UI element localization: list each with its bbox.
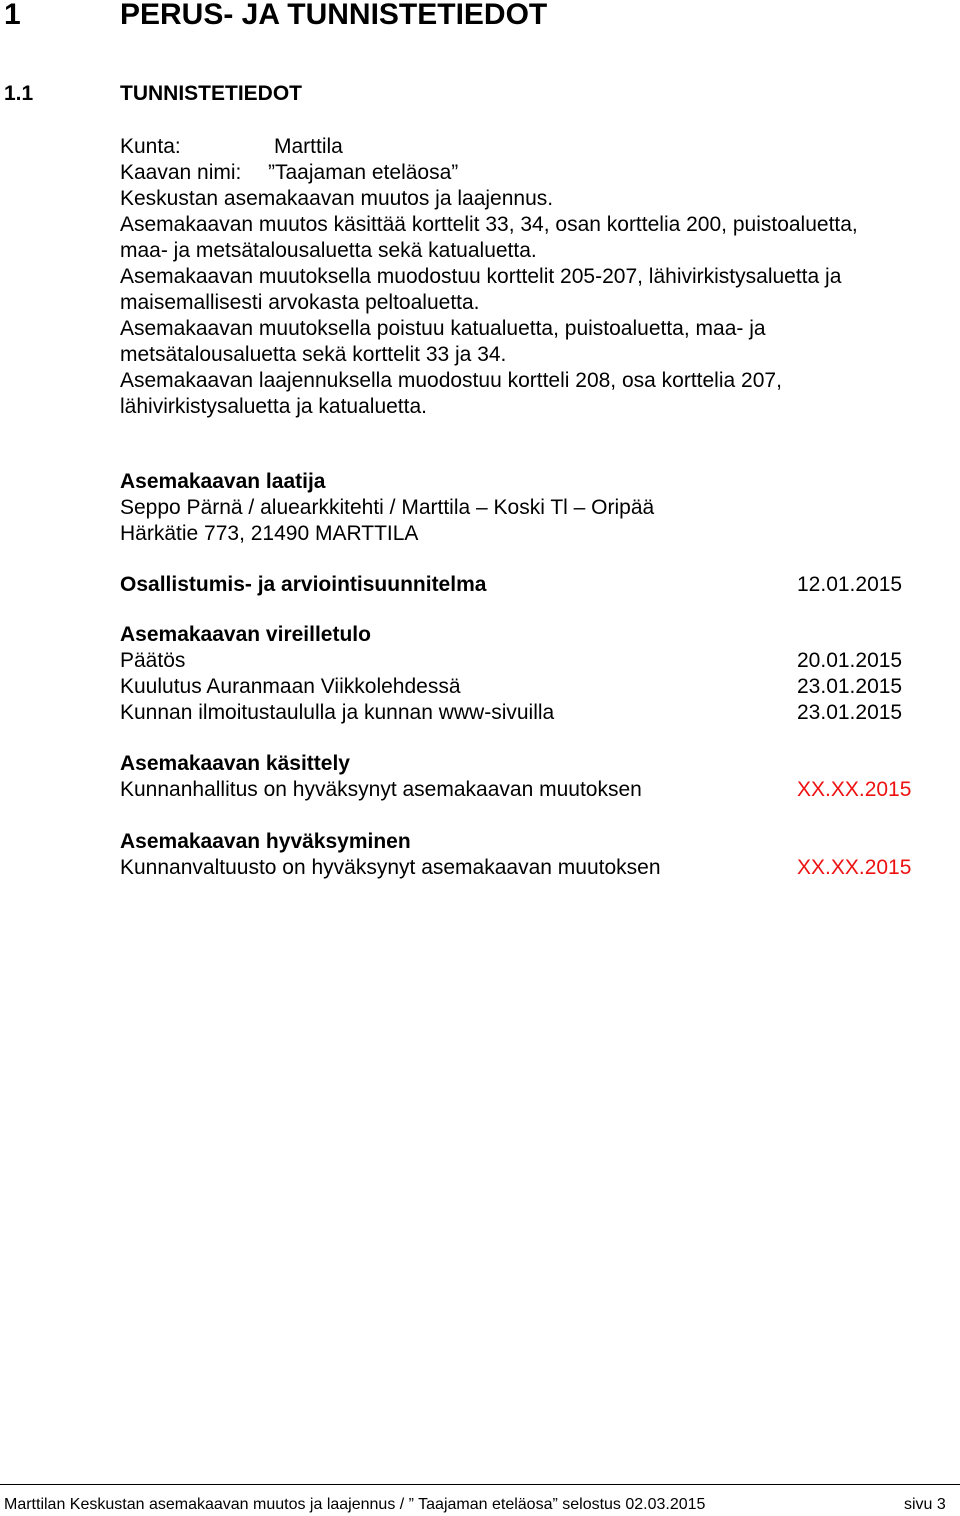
vireilletulo-row-label: Kunnan ilmoitustaululla ja kunnan www-sivuilla — [120, 701, 555, 724]
footer-divider — [0, 1484, 960, 1485]
description-line: maa- ja metsätalousaluetta sekä katualuetta. — [120, 239, 537, 262]
oas-date: 12.01.2015 — [797, 573, 903, 596]
description-line: Keskustan asemakaavan muutos ja laajennus. — [120, 187, 554, 210]
vireilletulo-row-label: Kuulutus Auranmaan Viikkolehdessä — [120, 675, 461, 698]
vireilletulo-row-label: Päätös — [120, 649, 186, 672]
description-line: maisemallisesti arvokasta peltoaluetta. — [120, 291, 480, 314]
oas-label: Osallistumis- ja arviointisuunnitelma — [120, 573, 487, 596]
laatija-title: Asemakaavan laatija — [120, 470, 326, 493]
footer-text: Marttilan Keskustan asemakaavan muutos ja laajennus / ” Taajaman eteläosa” selostus 02.03.2015 — [4, 1496, 706, 1513]
page-number: sivu 3 — [904, 1496, 946, 1513]
description-line: metsätalousaluetta sekä korttelit 33 ja 34. — [120, 343, 507, 366]
date-year: 2015 — [864, 778, 912, 801]
date-placeholder: XX.XX. — [797, 856, 865, 879]
heading2-title: TUNNISTETIEDOT — [120, 82, 302, 105]
hyvaksyminen-date — [797, 855, 911, 881]
description-line: lähivirkistysaluetta ja katualuetta. — [120, 395, 427, 418]
vireilletulo-row-date: 23.01.2015 — [797, 675, 903, 698]
kasittely-date — [797, 777, 911, 803]
hyvaksyminen-label: Kunnanvaltuusto on hyväksynyt asemakaavan muutoksen — [120, 856, 661, 879]
description-line: Asemakaavan muutoksella poistuu katualuetta, puistoaluetta, maa- ja — [120, 317, 766, 340]
hyvaksyminen-title: Asemakaavan hyväksyminen — [120, 830, 411, 853]
kasittely-title: Asemakaavan käsittely — [120, 752, 350, 775]
kaava-value: ”Taajaman eteläosa” — [268, 161, 459, 184]
heading2-number: 1.1 — [4, 82, 34, 105]
heading1-title: PERUS- JA TUNNISTETIEDOT — [120, 0, 548, 31]
vireilletulo-row-date: 20.01.2015 — [797, 649, 903, 672]
identification-description — [120, 186, 940, 420]
kunta-label: Kunta: — [120, 135, 181, 158]
vireilletulo-row-date: 23.01.2015 — [797, 701, 903, 724]
laatija-line2: Härkätie 773, 21490 MARTTILA — [120, 522, 419, 545]
date-year: 2015 — [864, 856, 912, 879]
kaava-label: Kaavan nimi: — [120, 161, 242, 184]
kunta-value: Marttila — [274, 135, 343, 158]
vireilletulo-title: Asemakaavan vireilletulo — [120, 623, 371, 646]
kasittely-label: Kunnanhallitus on hyväksynyt asemakaavan muutoksen — [120, 778, 642, 801]
date-placeholder: XX.XX. — [797, 778, 865, 801]
description-line: Asemakaavan muutos käsittää korttelit 33, 34, osan korttelia 200, puistoaluetta, — [120, 213, 858, 236]
laatija-line1: Seppo Pärnä / aluearkkitehti / Marttila – Koski Tl – Oripää — [120, 496, 655, 519]
heading1-number: 1 — [4, 0, 21, 31]
description-line: Asemakaavan laajennuksella muodostuu kortteli 208, osa korttelia 207, — [120, 369, 782, 392]
description-line: Asemakaavan muutoksella muodostuu korttelit 205-207, lähivirkistysaluetta ja — [120, 265, 842, 288]
